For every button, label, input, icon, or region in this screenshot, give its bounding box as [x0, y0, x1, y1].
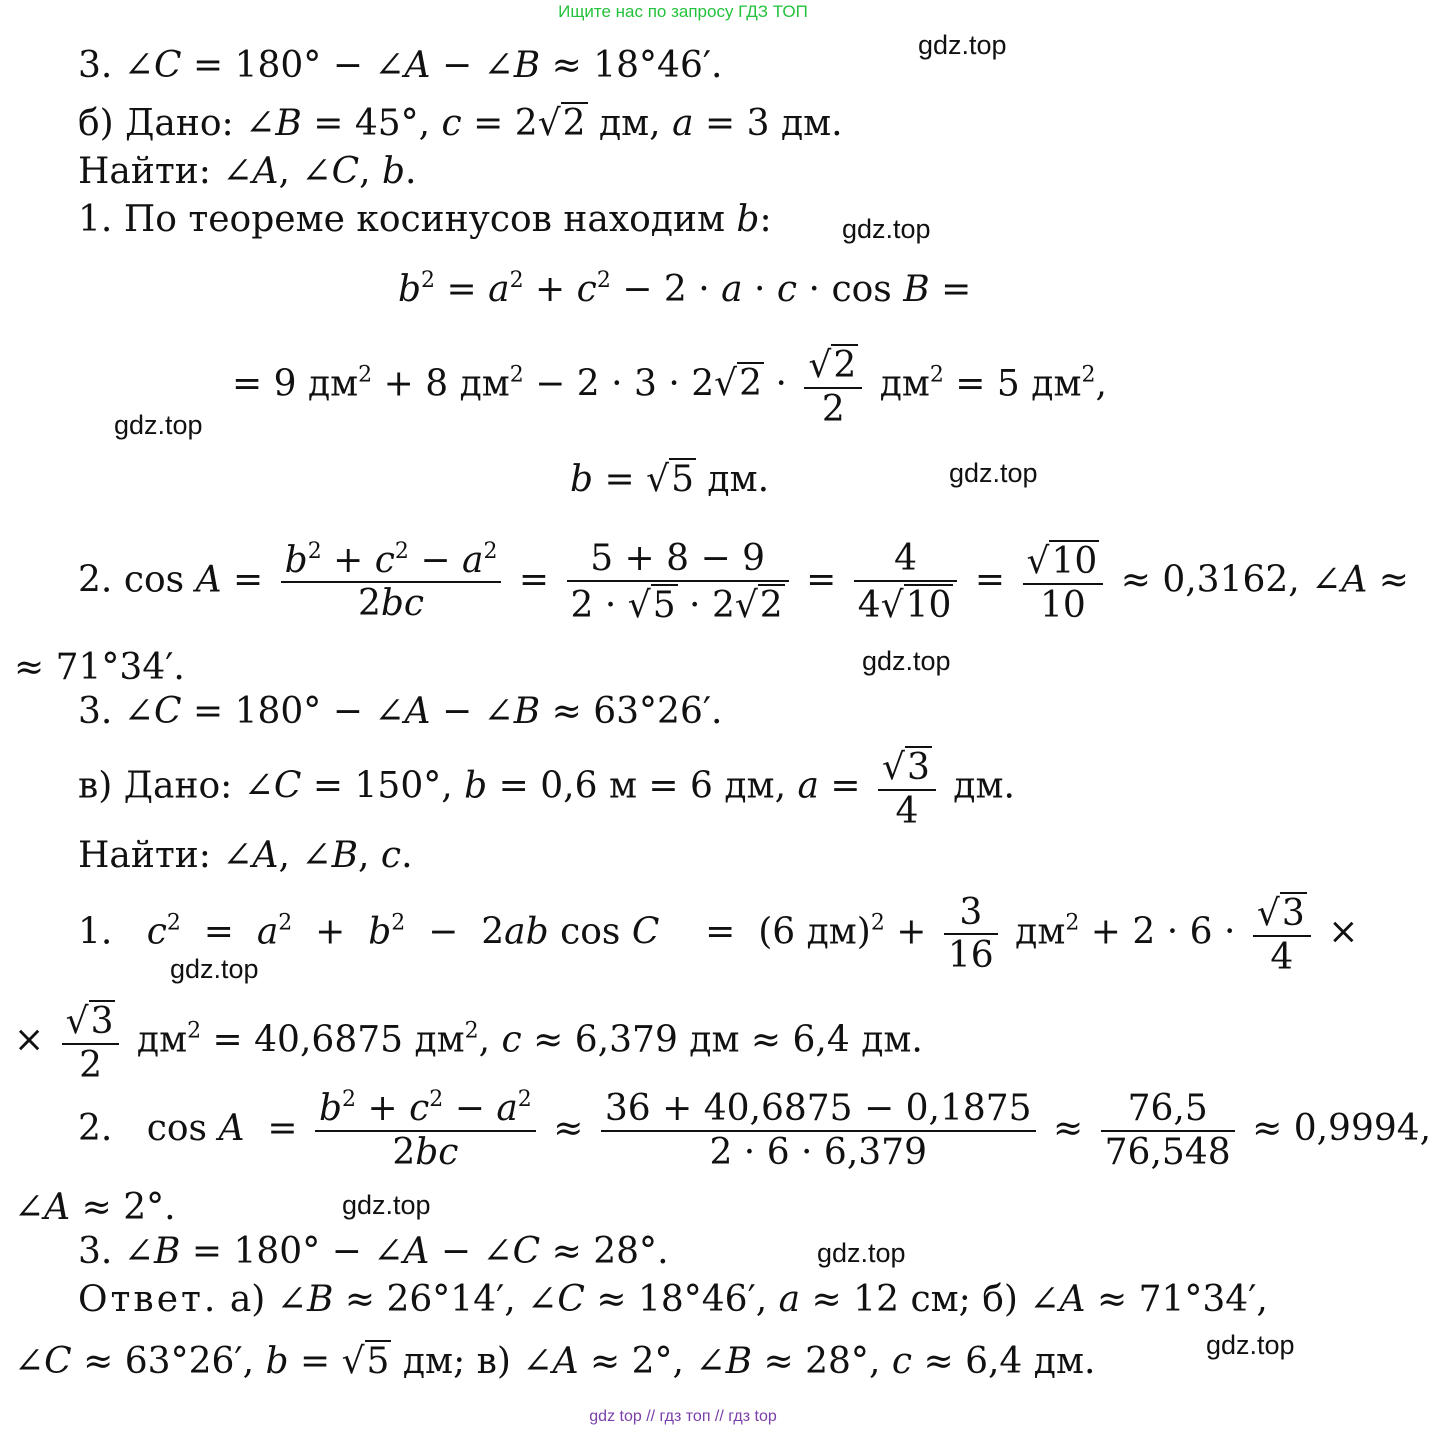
- step-1-part-b: 1. По теореме косинусов находим b:: [78, 199, 772, 240]
- cosine-law-formula: $b^2 = a^2 + c^2 - 2 \cdot a \cdot c \cdot \cos B$ =: [398, 268, 972, 310]
- watermark: gdz.top: [862, 646, 951, 676]
- step-1-part-v-continued: × $\frac{√3}{2}$ $дм^2 = 40,6875$ $дм^2$, c ≈ 6,379 дм ≈ 6,4 дм.: [14, 1001, 923, 1086]
- result-b: b = √5 дм.: [570, 459, 770, 500]
- value: 2: [514, 103, 538, 144]
- given-part-v: в) Дано: ∠C = 150°, b = 0,6 м = 6 дм, a = $\frac{√3}{4}$ дм.: [78, 747, 1015, 832]
- watermark: gdz.top: [170, 954, 259, 984]
- answer-line-1: Ответ. а) ∠B ≈ 26°14′, ∠C ≈ 18°46′, a ≈ 12 см; б) ∠A ≈ 71°34′,: [78, 1279, 1268, 1320]
- step-3-angle-b-part-v: 3. ∠B = 180° − ∠A − ∠C ≈ 28°.: [78, 1231, 669, 1272]
- step-2-cos-a-part-b: 2. cos A = $\frac{b^2 + c^2 - a^2}{2bc}$ = $\frac{5 + 8 - 9}{2 \cdot √5 \cdot 2√2}$ = $\frac{4}{4√10}$ = $\frac{√10}{10}$ ≈ 0,3162, ∠A ≈: [78, 538, 1409, 626]
- unit: дм: [599, 103, 650, 144]
- top-banner[interactable]: Ищите нас по запросу ГДЗ ТОП: [558, 2, 808, 21]
- unit: дм: [780, 103, 832, 144]
- step-3-angle-c-part-b: 3. ∠C = 180° − ∠A − ∠B ≈ 63°26′.: [78, 691, 723, 732]
- text: По теореме косинусов находим: [123, 199, 725, 240]
- step-1-part-v: 1. $c^2 = a^2 + b^2 - 2ab$ cos C = (6 дм)$^2$ + $\frac{3}{16}$ $дм^2 + 2 \cdot 6$ · $\frac{√3}{4}$ ×: [78, 891, 1359, 978]
- answer-line-2: ∠C ≈ 63°26′, b = √5 дм; в) ∠A ≈ 2°, ∠B ≈ 28°, c ≈ 6,4 дм.: [14, 1341, 1096, 1382]
- step-number: 1.: [78, 199, 113, 240]
- watermark: gdz.top: [1206, 1330, 1295, 1360]
- step-2-cos-a-part-v: 2. cos A = $\frac{b^2 + c^2 - a^2}{2bc}$ ≈ $\frac{36 + 40,6875 - 0,1875}{2 \cdot 6 \cdot 6,379}$ ≈ $\frac{76,5}{76,548}$ ≈ 0,9994,: [78, 1087, 1431, 1173]
- watermark: gdz.top: [842, 214, 931, 244]
- find-part-v: Найти: ∠A, ∠B, c.: [78, 835, 413, 876]
- angle-a-part-v: ∠A ≈ 2°.: [14, 1187, 176, 1228]
- watermark: gdz.top: [817, 1238, 906, 1268]
- step-number: 3.: [78, 45, 113, 86]
- value: 45°: [354, 103, 419, 144]
- cosine-law-computation: = 9 $дм^2 + 8$ $дм^2 - 2 \cdot 3 \cdot 2√2$ · $\frac{√2}{2}$ $дм^2 = 5$ $дм^2$,: [232, 345, 1107, 430]
- value: 18°46′: [593, 45, 712, 86]
- watermark: gdz.top: [342, 1190, 431, 1220]
- fraction: $\frac{√2}{2}$: [804, 344, 862, 429]
- watermark: gdz.top: [949, 458, 1038, 488]
- label: Найти:: [78, 151, 211, 192]
- angle-a-part-b: ≈ 71°34′.: [14, 647, 185, 688]
- label: б) Дано:: [78, 103, 234, 144]
- sqrt-2: √2: [537, 103, 586, 144]
- watermark: gdz.top: [918, 30, 1007, 60]
- value: 3: [746, 103, 770, 144]
- find-part-b: Найти: ∠A, ∠C, b.: [78, 151, 417, 192]
- step-3-angle-c-part-a: 3. ∠C = 180° − ∠A − ∠B ≈ 18°46′.: [78, 45, 723, 86]
- footer-links[interactable]: gdz top // гдз топ // гдз top: [589, 1408, 777, 1425]
- watermark: gdz.top: [114, 410, 203, 440]
- given-part-b: б) Дано: ∠B = 45°, c = 2√2 дм, a = 3 дм.: [78, 103, 843, 144]
